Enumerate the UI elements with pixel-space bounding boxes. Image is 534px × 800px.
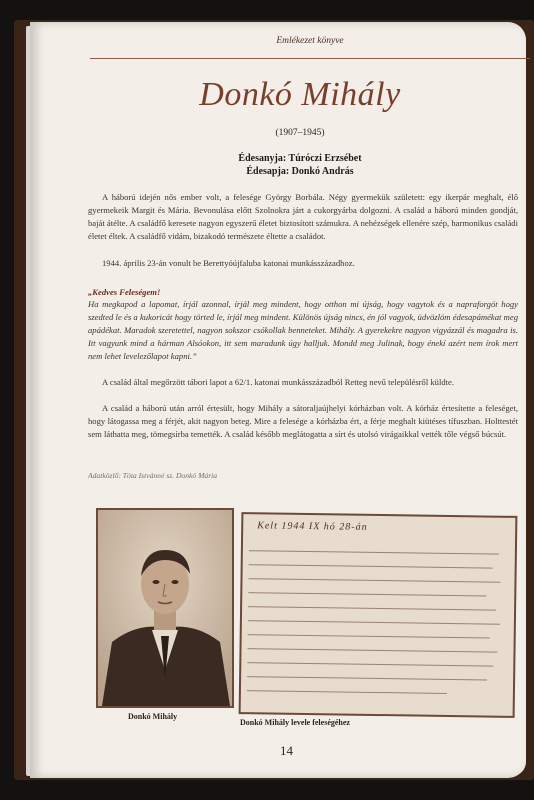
person-name: Donkó Mihály xyxy=(199,76,401,113)
handwriting-line xyxy=(248,634,490,639)
running-header: Emlékezet könyve xyxy=(276,36,344,46)
handwriting-line xyxy=(247,648,497,653)
letter-greeting: „Kedves Feleségem! xyxy=(88,287,161,297)
handwriting-line xyxy=(247,676,487,681)
paragraph-enlistment: 1944. április 23-án vonult be Berettyóújfaluba katonai munkásszázadhoz. xyxy=(102,258,355,268)
handwriting-line xyxy=(248,578,500,584)
handwriting-line xyxy=(248,620,500,626)
letter-quote: Ha megkapod a lapomat, írjál azonnal, írjál meg mindent, hogy otthon mi újság, hogy vagytok és a napraforgót hogy szedted le és a kukoricát hogy törted le, írjál meg mindent. Különös újság nincs, én jól vagyok, üdvözlöm édesapámékat meg apádékat. Maradok szeretettel, nagyon sokszor csókollak benneteket. Mihály. A gyerekekre nagyon vigyázzál és magadra is. Itt vagyunk mind a hárman Alsóokon, itt sem maradunk úgy halljuk. Mondd meg Julinak, hogy énekí azért nem írok mert nem lehet levelezőlapot kapni.” xyxy=(88,299,518,361)
header-rule xyxy=(90,58,530,59)
father-name: Édesapja: Donkó András xyxy=(246,166,354,177)
paragraph-death: A család a háború után arról értesült, hogy Mihály a sátoraljaújhelyi kórházban volt. A kórház értesítette a feleséget, hogy látogassa meg a férjét, akit nagyon beteg. Mire a felesége a kórházba ért, a férje meghalt kiütéses tífuszban. Holttestét sem láthatta meg, tömegsírba temették. A család később meglátogatta a sírt és utolsó virágaikkal vették tőle végső búcsút. xyxy=(88,403,518,439)
letter-heading: Kelt 1944 IX hó 28-án xyxy=(257,520,368,533)
mother-name: Édesanyja: Túróczi Erzsébet xyxy=(238,153,362,164)
page-number: 14 xyxy=(280,743,293,758)
portrait-photo xyxy=(96,508,234,708)
paragraph-family: A háború idején nős ember volt, a felesége György Borbála. Négy gyermekük született: egy ikerpár meghalt, élő gyermekeik Margit és Mária. Bevonulása előtt Szolnokra járt a cukorgyárba dolgozni. A család a háború minden gondját, baját átélte. A családfő keresete nagyon egyszerű életet biztosított számukra. A nehézségek ellenére szép, harmonikus családi életet éltek. A családfő vidám, bizakodó természete éltette a családot. xyxy=(88,192,518,241)
handwriting-line xyxy=(248,606,496,611)
handwriting-line xyxy=(247,662,493,667)
handwriting-line xyxy=(249,550,499,555)
source-credit: Adatközlő: Tóta Istvánné sz. Donkó Mária xyxy=(88,471,218,480)
handwriting-line xyxy=(248,592,486,597)
handwriting-line xyxy=(247,690,447,695)
portrait-image xyxy=(98,510,232,706)
portrait-caption: Donkó Mihály xyxy=(128,712,178,721)
letter-caption: Donkó Mihály levele feleségéhez xyxy=(240,718,350,727)
letter-photo xyxy=(239,512,518,718)
handwriting-line xyxy=(249,564,493,569)
paragraph-postcard: A család által megőrzött tábori lapot a 62/1. katonai munkásszázadból Retteg nevű településről küldte. xyxy=(102,377,454,387)
life-years: (1907–1945) xyxy=(275,128,325,138)
